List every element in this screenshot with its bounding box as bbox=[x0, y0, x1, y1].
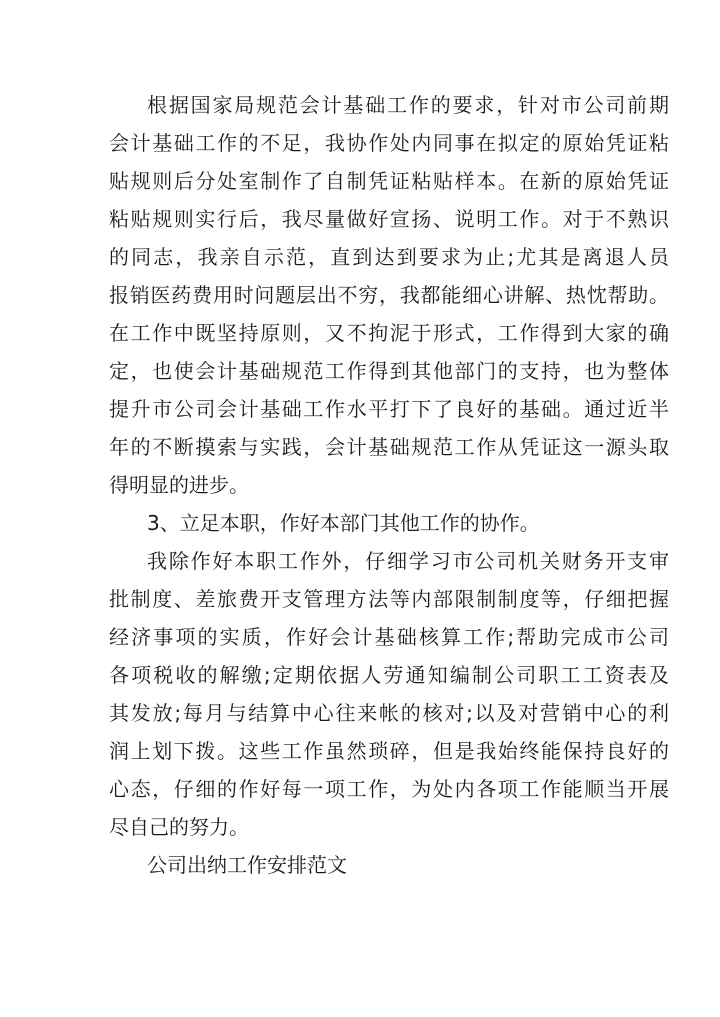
paragraph-1-line-7: 在工作中既坚持原则，又不拘泥于形式，工作得到大家的确 bbox=[109, 321, 669, 345]
next-article-title: 公司出纳工作安排范文 bbox=[147, 853, 347, 877]
paragraph-2-line-1: 我除作好本职工作外，仔细学习市公司机关财务开支审 bbox=[147, 549, 669, 573]
paragraph-2-line-2: 批制度、差旅费开支管理方法等内部限制制度等，仔细把握 bbox=[109, 587, 669, 611]
paragraph-1-line-3: 贴规则后分处室制作了自制凭证粘贴样本。在新的原始凭证 bbox=[109, 169, 669, 193]
paragraph-1-line-10: 年的不断摸索与实践，会计基础规范工作从凭证这一源头取 bbox=[109, 435, 669, 459]
section-heading-3: 3、立足本职，作好本部门其他工作的协作。 bbox=[147, 511, 540, 535]
paragraph-2-line-8: 尽自己的努力。 bbox=[109, 815, 249, 839]
paragraph-1-line-1: 根据国家局规范会计基础工作的要求，针对市公司前期 bbox=[147, 93, 669, 117]
paragraph-2-line-4: 各项税收的解缴;定期依据人劳通知编制公司职工工资表及 bbox=[109, 663, 669, 687]
paragraph-2-line-3: 经济事项的实质，作好会计基础核算工作;帮助完成市公司 bbox=[109, 625, 669, 649]
paragraph-2-line-6: 润上划下拨。这些工作虽然琐碎，但是我始终能保持良好的 bbox=[109, 739, 669, 763]
paragraph-1-line-9: 提升市公司会计基础工作水平打下了良好的基础。通过近半 bbox=[109, 397, 669, 421]
paragraph-1-line-5: 的同志，我亲自示范，直到达到要求为止;尤其是离退人员 bbox=[109, 245, 669, 269]
paragraph-1-line-6: 报销医药费用时问题层出不穷，我都能细心讲解、热忱帮助。 bbox=[109, 283, 669, 307]
paragraph-1-line-8: 定，也使会计基础规范工作得到其他部门的支持，也为整体 bbox=[109, 359, 669, 383]
paragraph-2-line-7: 心态，仔细的作好每一项工作，为处内各项工作能顺当开展 bbox=[109, 777, 669, 801]
paragraph-1-line-2: 会计基础工作的不足，我协作处内同事在拟定的原始凭证粘 bbox=[109, 131, 669, 155]
paragraph-2-line-5: 其发放;每月与结算中心往来帐的核对;以及对营销中心的利 bbox=[109, 701, 669, 725]
paragraph-1-line-4: 粘贴规则实行后，我尽量做好宣扬、说明工作。对于不熟识 bbox=[109, 207, 669, 231]
paragraph-1-line-11: 得明显的进步。 bbox=[109, 473, 249, 497]
